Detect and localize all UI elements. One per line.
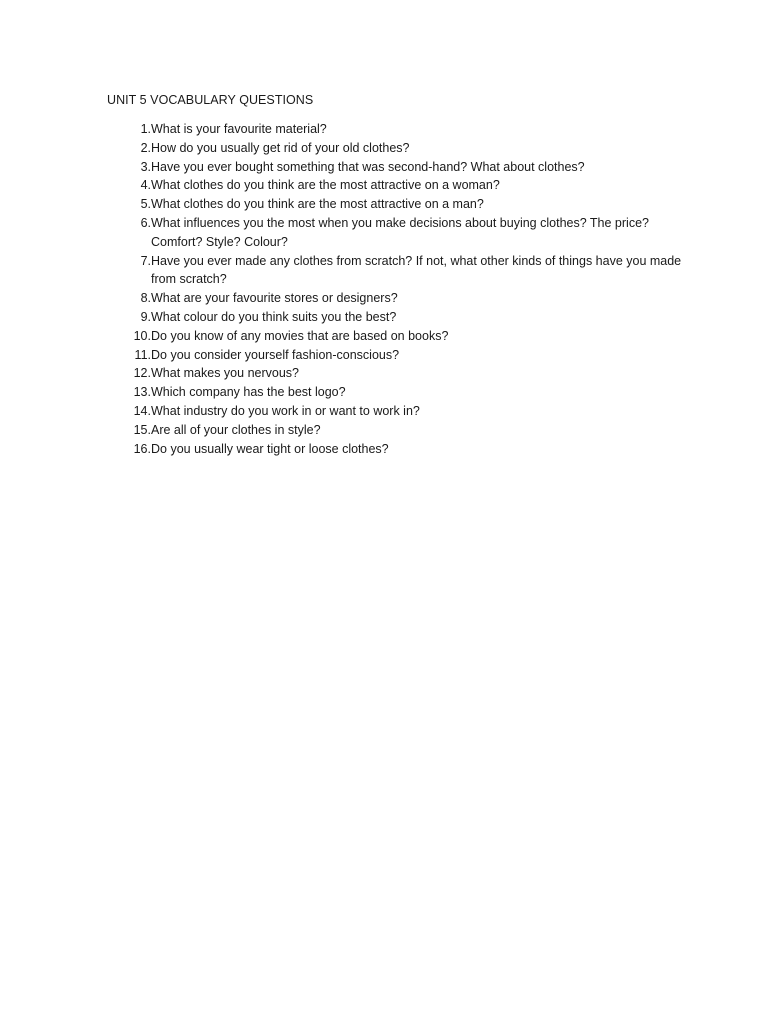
question-number: 14.	[133, 403, 151, 418]
question-number: 7.	[140, 253, 151, 268]
question-item	[122, 139, 682, 158]
question-text: Have you ever made any clothes from scratch? If not, what other kinds of things have you made from scratch?	[151, 253, 682, 287]
question-item	[122, 195, 682, 214]
question-number: 13.	[133, 385, 151, 400]
question-number: 10.	[133, 328, 151, 343]
question-number: 5.	[140, 197, 151, 212]
question-number: 11.	[134, 347, 151, 362]
question-item	[122, 158, 682, 177]
question-text: Have you ever bought something that was second-hand? What about clothes?	[151, 159, 585, 174]
question-text: Are all of your clothes in style?	[151, 422, 321, 437]
question-text: What clothes do you think are the most attractive on a man?	[151, 197, 484, 212]
question-number: 1.	[140, 122, 151, 136]
question-text: What are your favourite stores or designers?	[151, 291, 398, 306]
question-text: What is your favourite material?	[151, 122, 327, 136]
question-item	[122, 120, 682, 139]
question-item	[122, 421, 682, 440]
question-text: Do you know of any movies that are based on books?	[151, 328, 449, 343]
question-number: 2.	[140, 140, 151, 155]
question-text: What influences you the most when you make decisions about buying clothes? The price? Comfort? Style? Colour?	[151, 215, 649, 249]
question-text: What industry do you work in or want to work in?	[151, 403, 420, 418]
question-item	[122, 214, 682, 252]
question-item	[122, 383, 682, 402]
document-title: UNIT 5 VOCABULARY QUESTIONS	[107, 93, 314, 107]
question-item	[122, 308, 682, 327]
question-item	[122, 402, 682, 421]
question-item	[122, 252, 682, 290]
question-number: 8.	[140, 291, 151, 306]
question-number: 15.	[133, 422, 151, 437]
question-text: Do you consider yourself fashion-conscious?	[151, 347, 400, 362]
question-item	[122, 289, 682, 308]
question-number: 6.	[140, 215, 151, 230]
question-text: What makes you nervous?	[151, 366, 299, 381]
question-number: 12.	[133, 366, 151, 381]
question-number: 16.	[133, 441, 151, 456]
question-item	[122, 346, 682, 365]
question-number: 3.	[140, 159, 151, 174]
question-text: What colour do you think suits you the best?	[151, 309, 397, 324]
question-text: What clothes do you think are the most attractive on a woman?	[151, 178, 500, 193]
question-list	[122, 120, 682, 458]
question-number: 4.	[140, 178, 151, 193]
question-item	[122, 327, 682, 346]
question-text: Which company has the best logo?	[151, 385, 346, 400]
question-number: 9.	[140, 309, 151, 324]
question-text: How do you usually get rid of your old clothes?	[151, 140, 410, 155]
question-item	[122, 364, 682, 383]
question-text: Do you usually wear tight or loose clothes?	[151, 441, 389, 456]
question-item	[122, 176, 682, 195]
question-item	[122, 440, 682, 459]
